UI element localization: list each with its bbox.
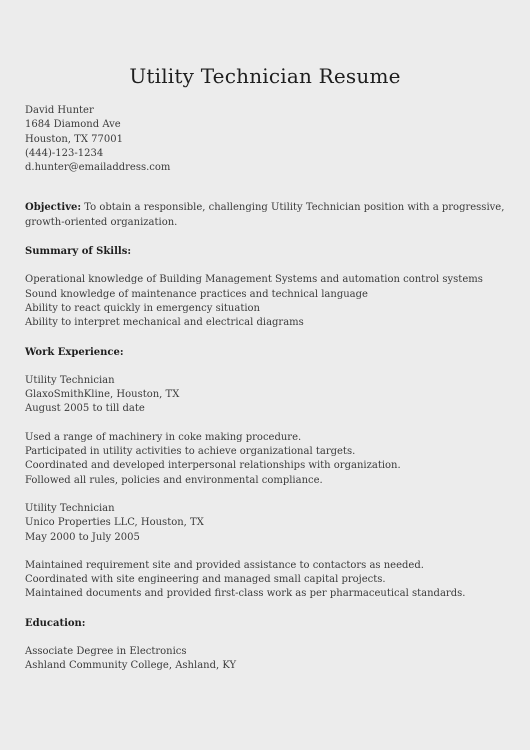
job-company: Unico Properties LLC, Houston, TX <box>25 517 204 529</box>
job-company: GlaxoSmithKline, Houston, TX <box>25 389 180 401</box>
skill-item: Ability to interpret mechanical and electrical diagrams <box>25 317 304 329</box>
job-duty: Used a range of machinery in coke making procedure. <box>25 431 302 443</box>
experience-section <box>25 346 508 602</box>
job-duty: Participated in utility activities to achieve organizational targets. <box>25 446 356 458</box>
job-title: Utility Technician <box>25 374 115 386</box>
education-heading: Education: <box>25 617 86 629</box>
job-duty: Maintained requirement site and provided assistance to contactors as needed. <box>25 559 424 571</box>
experience-heading: Work Experience: <box>25 346 124 358</box>
job-duty: Maintained documents and provided first-class work as per pharmaceutical standards. <box>25 588 466 600</box>
education-section <box>25 617 508 674</box>
resume-content <box>25 104 508 674</box>
objective-section <box>25 201 508 230</box>
contact-phone: (444)-123-1234 <box>25 147 104 159</box>
contact-city: Houston, TX 77001 <box>25 133 123 145</box>
skill-item: Operational knowledge of Building Management Systems and automation control systems <box>25 274 483 286</box>
job-duty: Followed all rules, policies and environmental compliance. <box>25 474 323 486</box>
job-entry <box>25 502 508 602</box>
objective-label: Objective: <box>25 202 82 214</box>
contact-name: David Hunter <box>25 105 94 116</box>
education-school: Ashland Community College, Ashland, KY <box>25 660 237 672</box>
objective-text: To obtain a responsible, challenging Utility Technician position with a progressive, growth-oriented organization. <box>25 202 505 228</box>
skills-section <box>25 245 508 330</box>
skill-item: Ability to react quickly in emergency situation <box>25 302 260 314</box>
page-title: Utility Technician Resume <box>129 64 401 88</box>
skills-heading: Summary of Skills: <box>25 246 132 258</box>
contact-email: d.hunter@emailaddress.com <box>25 162 171 174</box>
job-title: Utility Technician <box>25 502 115 514</box>
job-dates: August 2005 to till date <box>25 403 145 415</box>
contact-block <box>25 104 508 175</box>
job-duty: Coordinated and developed interpersonal relationships with organization. <box>25 460 401 472</box>
skill-item: Sound knowledge of maintenance practices and technical language <box>25 288 368 300</box>
job-entry <box>25 374 508 488</box>
contact-street: 1684 Diamond Ave <box>25 119 121 131</box>
job-dates: May 2000 to July 2005 <box>25 531 140 543</box>
job-duty: Coordinated with site engineering and managed small capital projects. <box>25 574 386 586</box>
education-degree: Associate Degree in Electronics <box>25 646 187 658</box>
